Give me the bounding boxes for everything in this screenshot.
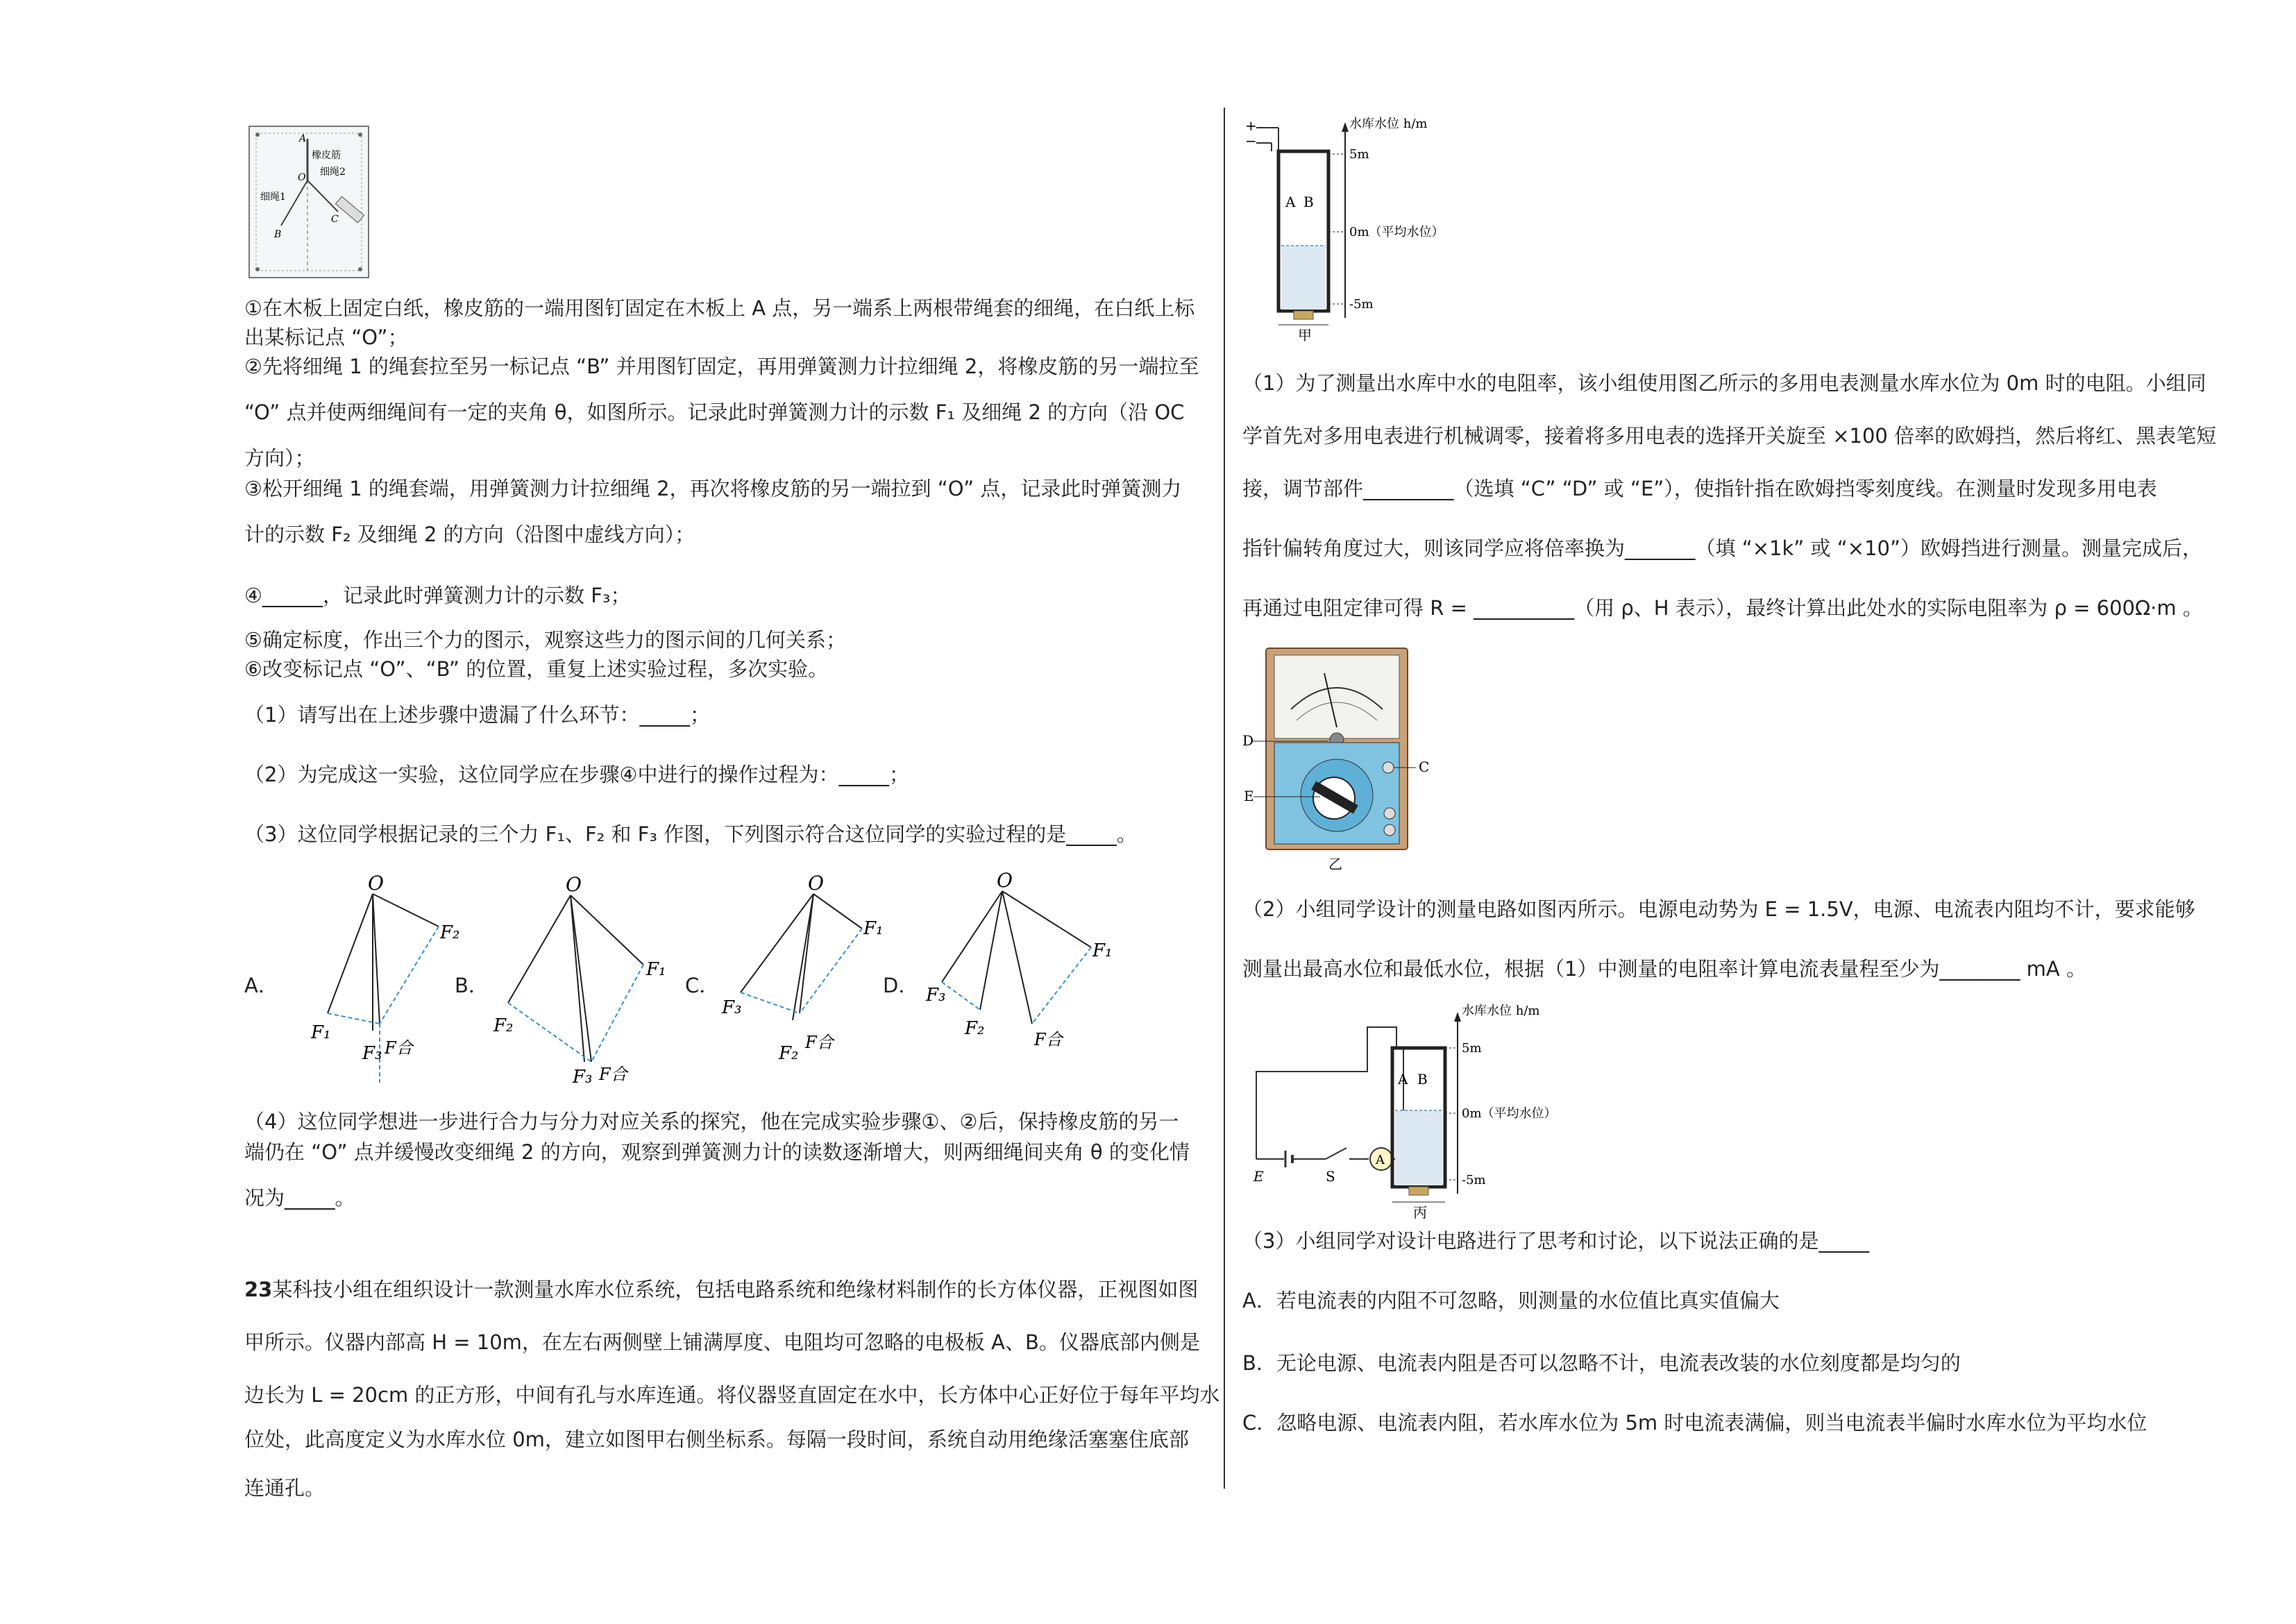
part-2-line-2: 测量出最高水位和最低水位，根据（1）中测量的电阻率计算电流表量程至少为________ mA 。 xyxy=(1242,957,2086,981)
board-label-c: C xyxy=(331,214,339,225)
force-a-f3: F₃ xyxy=(362,1043,382,1064)
part-1-line-2: 学首先对多用电表进行机械调零，接着将多用电表的选择开关旋至 ×100 倍率的欧姆挡，然后将红、黑表笔短 xyxy=(1242,424,2217,448)
jia-tick-zero: 0m（平均水位） xyxy=(1349,225,1444,239)
question-2: （2）为完成这一实验，这位同学应在步骤④中进行的操作过程为：_____； xyxy=(244,763,909,786)
force-a-o: O xyxy=(368,872,384,895)
force-c-f1: F₁ xyxy=(863,918,884,939)
step-5: ⑤确定标度，作出三个力的图示，观察这些力的图示间的几何关系； xyxy=(244,628,846,652)
question-23-line-2: 甲所示。仪器内部高 H = 10m，在左右两侧壁上铺满厚度、电阻均可忽略的电极板 A、B。仪器底部内侧是 xyxy=(244,1330,1200,1354)
force-a-fhe: F合 xyxy=(385,1038,413,1058)
force-c-f2: F₂ xyxy=(779,1043,799,1064)
force-b-fhe: F合 xyxy=(599,1065,627,1084)
step-3b: 计的示数 F₂ 及细绳 2 的方向（沿图中虚线方向）； xyxy=(244,523,695,546)
jia-axis-label: 水库水位 h/m xyxy=(1349,117,1428,131)
force-b-f1: F₁ xyxy=(646,959,666,980)
question-4-line-3: 况为_____。 xyxy=(244,1186,355,1210)
step-4: ④______，记录此时弹簧测力计的示数 F₃； xyxy=(244,584,631,607)
part-1-line-5: 再通过电阻定律可得 R = __________（用 ρ、H 表示），最终计算出此处水的实际电阻率为 ρ = 600Ω·m 。 xyxy=(1242,596,2203,620)
question-3: （3）这位同学根据记录的三个力 F₁、F₂ 和 F₃ 作图，下列图示符合这位同学的实验过程的是_____。 xyxy=(244,822,1137,846)
question-4-line-2: 端仍在 “O” 点并缓慢改变细绳 2 的方向，观察到弹簧测力计的读数逐渐增大，则两细绳间夹角 θ 的变化情 xyxy=(244,1140,1190,1164)
choice-c: C．忽略电源、电流表内阻，若水库水位为 5m 时电流表满偏，则当电流表半偏时水库水位为平均水位 xyxy=(1242,1411,2147,1435)
step-2b: “O” 点并使两细绳间有一定的夹角 θ，如图所示。记录此时弹簧测力计的示数 F₁ 及细绳 2 的方向（沿 OC xyxy=(244,400,1185,424)
force-d-f2: F₂ xyxy=(965,1018,985,1039)
force-d-f1: F₁ xyxy=(1092,940,1113,961)
force-diagram-a xyxy=(286,874,466,1090)
yi-label-c: C xyxy=(1419,759,1430,775)
figure-jia xyxy=(1242,110,1492,346)
force-d-fhe: F合 xyxy=(1034,1030,1063,1049)
board-label-o: O xyxy=(298,172,306,183)
bing-caption: 丙 xyxy=(1413,1204,1427,1221)
force-d-o: O xyxy=(997,869,1013,892)
bing-b: B xyxy=(1417,1071,1428,1088)
force-c-o: O xyxy=(808,872,824,895)
bing-s: S xyxy=(1326,1168,1335,1185)
bing-e: E xyxy=(1253,1168,1264,1185)
force-a-f2: F₂ xyxy=(440,922,460,943)
step-6: ⑥改变标记点 “O”、“B” 的位置，重复上述实验过程，多次实验。 xyxy=(244,657,829,681)
bing-tick-bottom: -5m xyxy=(1462,1173,1486,1187)
bing-tick-zero: 0m（平均水位） xyxy=(1462,1106,1557,1121)
jia-a: A xyxy=(1285,194,1296,210)
part-1-line-1: （1）为了测量出水库中水的电阻率，该小组使用图乙所示的多用电表测量水库水位为 0m 时的电阻。小组同 xyxy=(1242,371,2206,395)
force-c-f3: F₃ xyxy=(722,997,742,1018)
step-2a: ②先将细绳 1 的绳套拉至另一标记点 “B” 并用图钉固定，再用弹簧测力计拉细绳 2，将橡皮筋的另一端拉至 xyxy=(244,355,1199,378)
board-label-rope2: 细绳2 xyxy=(320,167,346,178)
part-3-question: （3）小组同学对设计电路进行了思考和讨论，以下说法正确的是_____ xyxy=(1242,1229,1869,1253)
question-23-line-1 xyxy=(244,1276,1198,1303)
force-b-o: O xyxy=(566,873,582,896)
option-d-label: D． xyxy=(883,974,919,997)
column-divider xyxy=(1224,108,1225,1489)
choice-b: B．无论电源、电流表内阻是否可以忽略不计，电流表改装的水位刻度都是均匀的 xyxy=(1242,1351,1961,1375)
yi-caption: 乙 xyxy=(1328,856,1342,872)
part-1-line-4: 指针偏转角度过大，则该同学应将倍率换为_______（填 “×1k” 或 “×10”）欧姆挡进行测量。测量完成后， xyxy=(1242,536,2202,560)
question-23-line-5: 连通孔。 xyxy=(244,1476,326,1500)
step-1b: 出某标记点 “O”； xyxy=(244,325,408,349)
step-2c: 方向）； xyxy=(244,446,315,470)
part-2-line-1: （2）小组同学设计的测量电路如图丙所示。电源电动势为 E = 1.5V，电源、电流表内阻均不计，要求能够 xyxy=(1242,897,2195,921)
bing-a: A xyxy=(1398,1071,1408,1088)
bing-tick-top: 5m xyxy=(1462,1041,1482,1056)
question-23-line-3: 边长为 L = 20cm 的正方形，中间有孔与水库连通。将仪器竖直固定在水中，长方体中心正好位于每年平均水 xyxy=(244,1383,1220,1407)
board-label-a: A xyxy=(299,133,307,144)
force-b-f2: F₂ xyxy=(493,1015,514,1036)
question-23-text-1: 某科技小组在组织设计一款测量水库水位系统，包括电路系统和绝缘材料制作的长方体仪器，正视图如图 xyxy=(272,1278,1199,1301)
jia-caption: 甲 xyxy=(1298,327,1312,344)
part-1-line-3: 接，调节部件_________（选填 “C” “D” 或 “E”），使指针指在欧姆挡零刻度线。在测量时发现多用电表 xyxy=(1242,477,2157,500)
jia-tick-top: 5m xyxy=(1349,147,1369,162)
board-figure xyxy=(248,125,370,279)
force-diagram-b xyxy=(484,874,664,1090)
yi-label-e: E xyxy=(1244,788,1254,804)
bing-axis-label: 水库水位 h/m xyxy=(1462,1004,1540,1018)
force-b-f3: F₃ xyxy=(573,1067,593,1088)
step-3a: ③松开细绳 1 的绳套端，用弹簧测力计拉细绳 2，再次将橡皮筋的另一端拉到 “O” 点，记录此时弹簧测力 xyxy=(244,477,1182,500)
board-label-rubber: 橡皮筋 xyxy=(312,150,341,161)
option-b-label: B． xyxy=(455,974,489,997)
bing-ammeter: A xyxy=(1376,1153,1385,1167)
choice-a: A．若电流表的内阻不可忽略，则测量的水位值比真实值偏大 xyxy=(1242,1289,1780,1312)
option-a-label: A． xyxy=(244,974,278,997)
force-diagram-d xyxy=(911,868,1119,1076)
question-23-line-4: 位处，此高度定义为水库水位 0m，建立如图甲右侧坐标系。每隔一段时间，系统自动用绝缘活塞塞住底部 xyxy=(244,1428,1189,1451)
figure-yi xyxy=(1242,645,1451,874)
jia-minus: − xyxy=(1245,133,1257,149)
yi-label-d: D xyxy=(1242,732,1254,749)
question-1: （1）请写出在上述步骤中遗漏了什么环节：_____； xyxy=(244,703,710,727)
question-4-line-1: （4）这位同学想进一步进行合力与分力对应关系的探究，他在完成实验步骤①、②后，保持橡皮筋的另一 xyxy=(244,1110,1179,1133)
option-c-label: C． xyxy=(685,974,720,997)
question-23-number: 23 xyxy=(244,1278,273,1301)
board-label-b: B xyxy=(274,229,282,240)
force-a-f1: F₁ xyxy=(311,1022,331,1043)
step-1a: ①在木板上固定白纸，橡皮筋的一端用图钉固定在木板上 A 点，另一端系上两根带绳套的细绳，在白纸上标 xyxy=(244,296,1195,320)
figure-bing xyxy=(1242,999,1557,1221)
jia-tick-bottom: -5m xyxy=(1349,297,1374,312)
jia-b: B xyxy=(1303,194,1314,210)
force-diagram-c xyxy=(709,874,883,1083)
force-c-fhe: F合 xyxy=(805,1033,834,1052)
force-d-f3: F₃ xyxy=(926,985,946,1006)
board-label-rope1: 细绳1 xyxy=(260,192,286,203)
jia-plus: + xyxy=(1245,117,1257,134)
